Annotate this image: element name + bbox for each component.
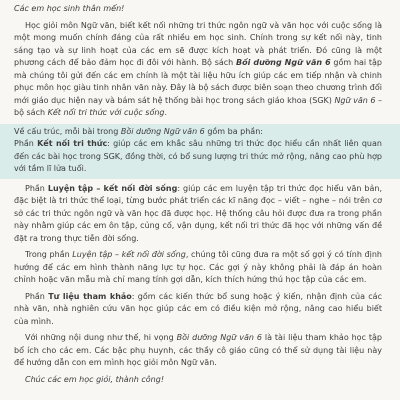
part3-prefix: Phần xyxy=(25,291,49,301)
structure-lead-text: Về cấu trúc, mỗi bài trong xyxy=(14,126,121,136)
conclusion-paragraph xyxy=(14,332,382,370)
part2-guidance-body: , chúng tôi cũng đưa ra một số gợi ý có tính định hướng để các em hình thành năng lực tự học. Các gợi ý này không phải là đáp án hoàn chỉnh hoặc văn mẫu mà chỉ mang tính gợi dẫn, kích thích hứng thú học tập của các em. xyxy=(14,250,383,284)
conclusion-body: là tài liệu tham khảo học tập bổ ích cho các em. Các bậc phụ huynh, các thầy cô giáo cũng có thể sử dụng tài liệu này để hướng dẫn con em mình học giỏi môn Ngữ văn. xyxy=(14,333,382,367)
part3-body: : gồm các kiến thức bổ sung hoặc ý kiến, nhận định của các nhà văn, nhà nghiên cứu văn học giúp các em có điều kiện mở rộng, nâng cao hiểu biết của mình. xyxy=(14,291,382,326)
structure-lead-end: gồm ba phần: xyxy=(204,126,263,136)
part1-label: Kết nối tri thức xyxy=(37,139,108,148)
part2-guidance-prefix: Trong phần xyxy=(25,250,73,259)
book-title: Bồi dưỡng Ngữ văn 6 xyxy=(236,58,331,67)
part2-guidance-label: Luyện tập – kết nối đời sống xyxy=(72,250,186,259)
conclusion-book-title: Bồi dưỡng Ngữ văn 6 xyxy=(176,333,262,342)
greeting: Các em học sinh thân mến! xyxy=(14,4,125,13)
part2-guidance-paragraph xyxy=(14,249,382,287)
part2-prefix: Phần xyxy=(25,183,48,193)
structure-book-title: Bồi dưỡng Ngữ văn 6 xyxy=(120,126,205,136)
textbook-title: Ngữ văn 6 xyxy=(334,95,376,105)
intro-text-cont: gồm hai tập mà chúng tôi gửi đến các em chính là một tài liệu hữu ích giúp các em tiếp nhận và chinh phục môn học giàu tinh nhân văn này. Đây là bộ sách được biên soạn theo chương trình đổi mới giáo dục hiện nay và bám sát hệ thống bài học trong sách giáo khoa (SGK) xyxy=(14,58,383,105)
structure-lead xyxy=(14,126,382,139)
part2-paragraph xyxy=(14,183,382,246)
part3-label: Tư liệu tham khảo xyxy=(48,291,132,301)
closing-wish: Chúc các em học giỏi, thành công! xyxy=(25,374,165,384)
structure-band xyxy=(0,124,400,179)
part1-body: : giúp các em khắc sâu những tri thức đọc hiểu cần nhất liên quan đến các bài học trong SGK, đồng thời, có bổ sung lượng tri thức mở rộng, nâng cao phù hợp với tầm lĩ lửa tuổi. xyxy=(14,139,382,173)
part3-paragraph xyxy=(14,291,382,329)
intro-end: . xyxy=(164,108,168,117)
series-title: Kết nối tri thức với cuộc sống xyxy=(47,108,165,117)
intro-text: Học giỏi môn Ngữ văn, biết kết nối những tri thức ngôn ngữ và văn học với cuộc sống là một mong muốn chính đáng của rất nhiều em học sinh. Chính trong sự kết nối này, tinh sáng tạo và sự linh hoạt của các em sẽ được kích hoạt và phát triển. Đó cũng là một phương cách để bảo đảm học đi đôi với hành. Bộ sách xyxy=(14,20,382,67)
intro-paragraph xyxy=(14,20,382,120)
part2-label: Luyện tập – kết nối đời sống xyxy=(47,183,178,193)
conclusion-prefix: Với những nội dung như thế, hi vọng xyxy=(25,333,177,342)
part2-body: : giúp các em luyện tập tri thức đọc hiểu văn bản, đặc biệt là tri thức thể loại, từng bước phát triển các kĩ năng đọc – viết – nghe – nói trên cơ sở các tri thức ngôn ngữ và văn học đã được học. Hệ thống câu hỏi được đưa ra trong phần này nhằm giúp các em ôn tập, củng cố, vận dụng, kết nối tri thức đã học với những vấn đề đặt ra trong thực tiễn đời sống. xyxy=(14,183,382,243)
part1-prefix: Phần xyxy=(14,139,38,148)
intro-sep: – bộ sách xyxy=(14,95,383,117)
part1-paragraph xyxy=(14,138,382,176)
preface-page xyxy=(14,0,382,386)
